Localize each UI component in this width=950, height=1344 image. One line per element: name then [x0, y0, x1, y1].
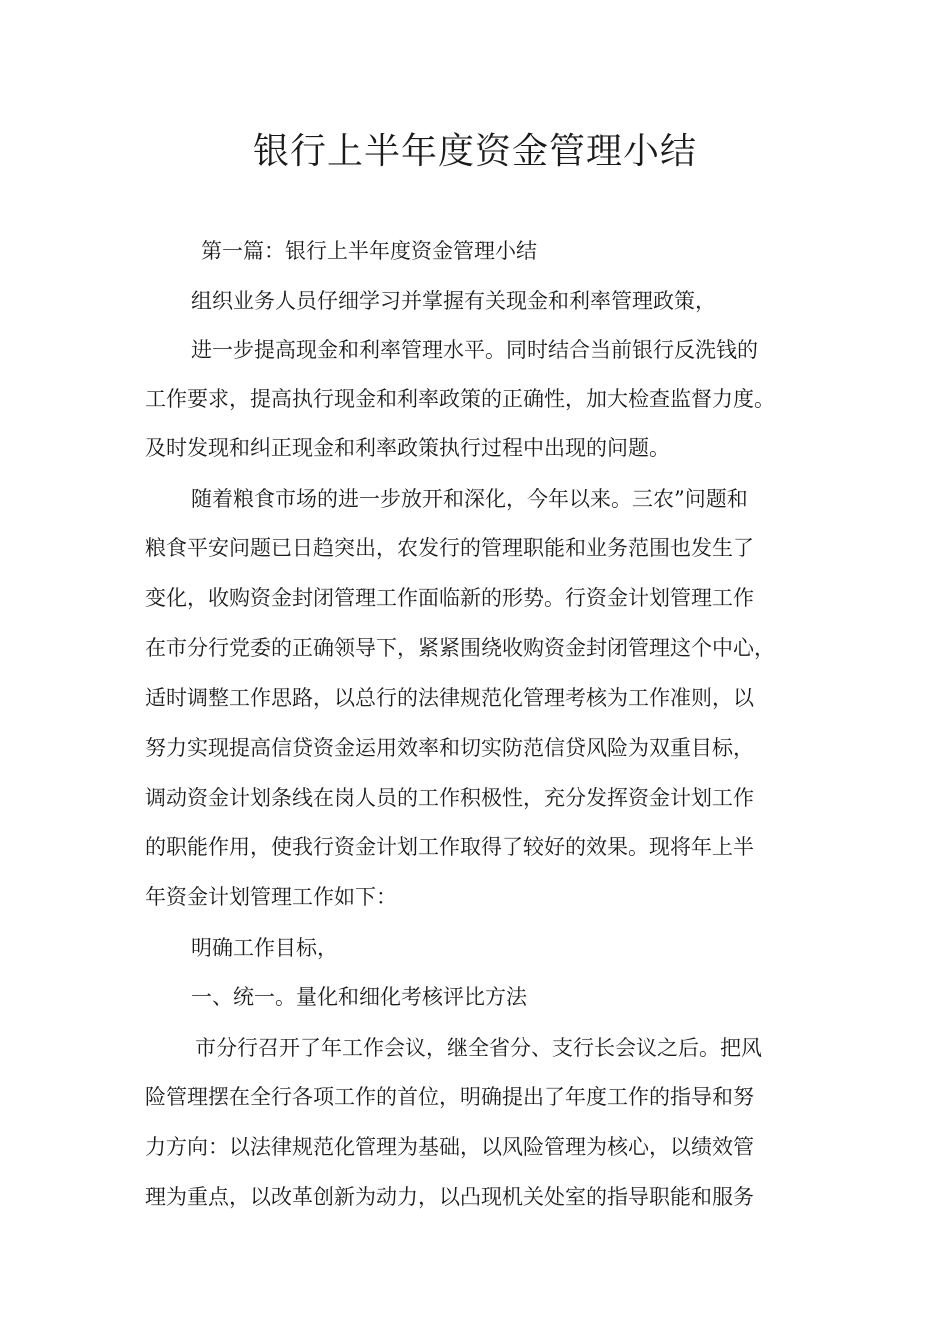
body-line: 调动资金计划条线在岗人员的工作积极性，充分发挥资金计划工作 [145, 786, 754, 810]
body-line: 粮食平安问题已日趋突出，农发行的管理职能和业务范围也发生了 [145, 536, 754, 560]
body-line: 力方向：以法律规范化管理为基础，以风险管理为核心，以绩效管 [145, 1135, 754, 1159]
body-line: 市分行召开了年工作会议，继全省分、支行长会议之后。把风 [195, 1036, 762, 1060]
body-line: 随着粮食市场的进一步放开和深化，今年以来。三农”问题和 [191, 487, 748, 511]
body-line: 险管理摆在全行各项工作的首位，明确提出了年度工作的指导和努 [145, 1085, 754, 1109]
body-line: 进一步提高现金和利率管理水平。同时结合当前银行反洗钱的 [191, 338, 758, 362]
body-line: 适时调整工作思路，以总行的法律规范化管理考核为工作准则，以 [145, 686, 754, 710]
body-line: 在市分行党委的正确领导下，紧紧围绕收购资金封闭管理这个中心， [145, 636, 775, 660]
body-line: 努力实现提高信贷资金运用效率和切实防范信贷风险为双重目标， [145, 736, 754, 760]
body-line: 一、统一。量化和细化考核评比方法 [191, 985, 527, 1009]
body-line: 理为重点，以改革创新为动力，以凸现机关处室的指导职能和服务 [145, 1185, 754, 1209]
body-line: 第一篇：银行上半年度资金管理小结 [201, 239, 537, 263]
body-line: 明确工作目标， [191, 936, 338, 960]
body-line: 变化，收购资金封闭管理工作面临新的形势。行资金计划管理工作 [145, 586, 754, 610]
body-line: 及时发现和纠正现金和利率政策执行过程中出现的问题。 [145, 436, 670, 460]
body-line: 工作要求，提高执行现金和利率政策的正确性，加大检查监督力度。 [145, 387, 775, 411]
body-line: 的职能作用，使我行资金计划工作取得了较好的效果。现将年上半 [145, 835, 754, 859]
document-title: 银行上半年度资金管理小结 [252, 131, 697, 172]
body-line: 组织业务人员仔细学习并掌握有关现金和利率管理政策， [191, 289, 716, 313]
body-line: 年资金计划管理工作如下： [145, 885, 397, 909]
